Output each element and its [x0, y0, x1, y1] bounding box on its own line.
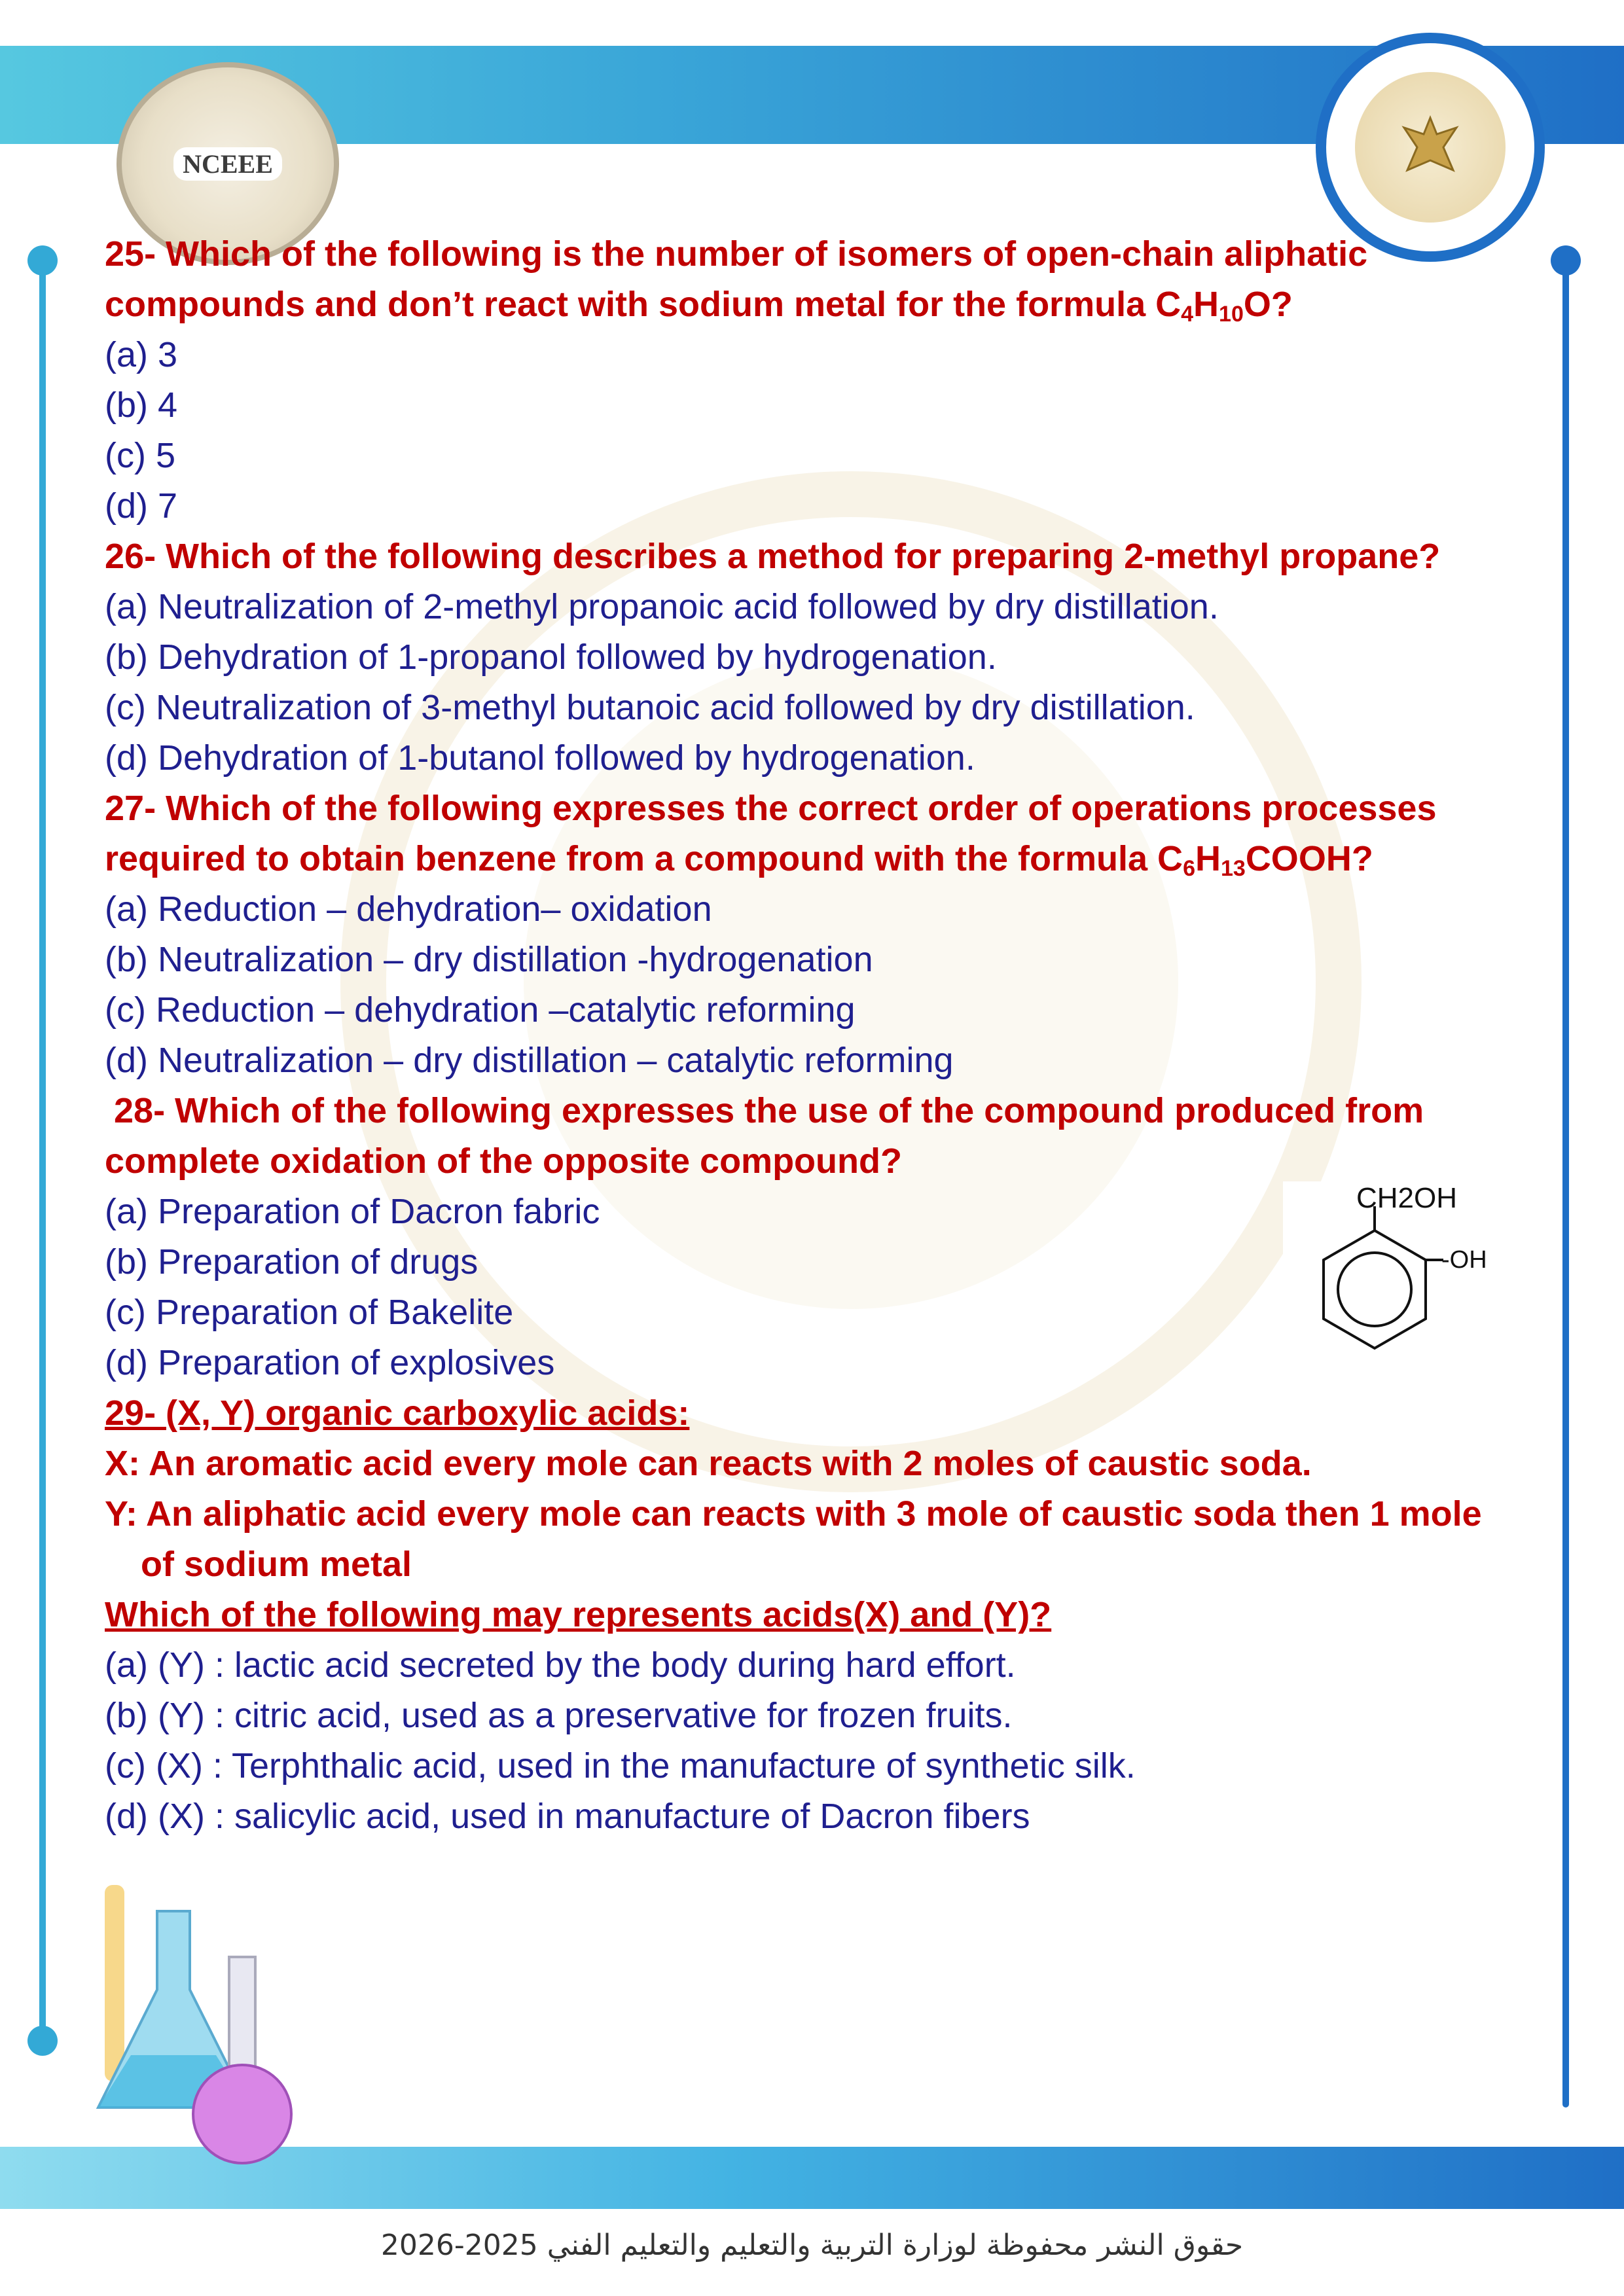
q27-stem-line1: 27- Which of the following expresses the correct order of operations processes	[105, 789, 1437, 828]
q29-option-d: (d) (X) : salicylic acid, used in manufacture of Dacron fibers	[105, 1797, 1030, 1836]
q29-option-a: (a) (Y) : lactic acid secreted by the body during hard effort.	[105, 1645, 1016, 1685]
q26-option-b: (b) Dehydration of 1-propanol followed by hydrogenation.	[105, 637, 997, 677]
round-flask-neck	[229, 1957, 255, 2081]
q25-stem-line1: 25- Which of the following is the number of isomers of open-chain aliphatic	[105, 234, 1368, 274]
oh-label: -OH	[1441, 1246, 1487, 1274]
round-flask-icon	[193, 2065, 291, 2163]
q25-option-a: (a) 3	[105, 335, 178, 374]
q25-option-c: (c) 5	[105, 436, 175, 475]
exam-content	[105, 229, 1512, 1842]
right-rail-top-dot	[1551, 245, 1581, 276]
q25-option-d: (d) 7	[105, 486, 178, 526]
copyright-footer: حقوق النشر محفوظة لوزارة التربية والتعليم والتعليم الفني 2025-2026	[380, 2229, 1244, 2262]
nceee-logo-text: NCEEE	[173, 147, 282, 181]
q29-x-definition: X: An aromatic acid every mole can reacts with 2 moles of caustic soda.	[105, 1444, 1312, 1483]
q29-y-definition-line2: of sodium metal	[141, 1545, 412, 1584]
q27-option-c: (c) Reduction – dehydration –catalytic reforming	[105, 990, 856, 1030]
q28-option-a: (a) Preparation of Dacron fabric	[105, 1192, 600, 1231]
ch2oh-label: CH2OH	[1356, 1182, 1458, 1214]
q28-option-c: (c) Preparation of Bakelite	[105, 1293, 514, 1332]
q25-stem-line2: compounds and don’t react with sodium metal for the formula $C_4H_{10}O$?	[105, 285, 1293, 327]
q26-stem: 26- Which of the following describes a method for preparing 2-methyl propane?	[105, 537, 1441, 576]
left-rail-top-dot	[27, 245, 58, 276]
q25-option-b: (b) 4	[105, 386, 178, 425]
q26-option-a: (a) Neutralization of 2-methyl propanoic acid followed by dry distillation.	[105, 587, 1219, 626]
q28-option-d: (d) Preparation of explosives	[105, 1343, 555, 1382]
test-tube-icon	[105, 1885, 124, 2081]
q28-stem-line1: 28- Which of the following expresses the use of the compound produced from	[114, 1091, 1424, 1130]
lab-glassware-illustration	[59, 1859, 334, 2166]
q28-structure-diagram	[1283, 1181, 1506, 1410]
q29-question: Which of the following may represents acids(X) and (Y)?	[105, 1595, 1052, 1634]
right-rail	[1562, 262, 1569, 2108]
q29-y-definition-line1: Y: An aliphatic acid every mole can reacts with 3 mole of caustic soda then 1 mole	[105, 1494, 1482, 1534]
q27-option-a: (a) Reduction – dehydration– oxidation	[105, 889, 712, 929]
q29-option-c: (c) (X) : Terphthalic acid, used in the manufacture of synthetic silk.	[105, 1746, 1136, 1785]
ministry-seal	[1355, 72, 1506, 223]
q26-option-c: (c) Neutralization of 3-methyl butanoic acid followed by dry distillation.	[105, 688, 1195, 727]
q29-title: 29- (X, Y) organic carboxylic acids:	[105, 1393, 690, 1433]
q26-option-d: (d) Dehydration of 1-butanol followed by hydrogenation.	[105, 738, 975, 778]
structure-background	[1283, 1181, 1506, 1410]
eagle-icon	[1391, 108, 1470, 187]
ministry-logo	[1316, 33, 1545, 262]
left-rail	[39, 262, 46, 2042]
q27-option-b: (b) Neutralization – dry distillation -hydrogenation	[105, 940, 873, 979]
left-rail-bottom-dot	[27, 2026, 58, 2056]
q28-option-b: (b) Preparation of drugs	[105, 1242, 478, 1282]
q29-option-b: (b) (Y) : citric acid, used as a preservative for frozen fruits.	[105, 1696, 1013, 1735]
q27-option-d: (d) Neutralization – dry distillation – catalytic reforming	[105, 1041, 954, 1080]
q28-stem-line2: complete oxidation of the opposite compound?	[105, 1141, 902, 1181]
q27-stem-line2: required to obtain benzene from a compound with the formula $C_6H_{13}COOH$?	[105, 839, 1373, 881]
